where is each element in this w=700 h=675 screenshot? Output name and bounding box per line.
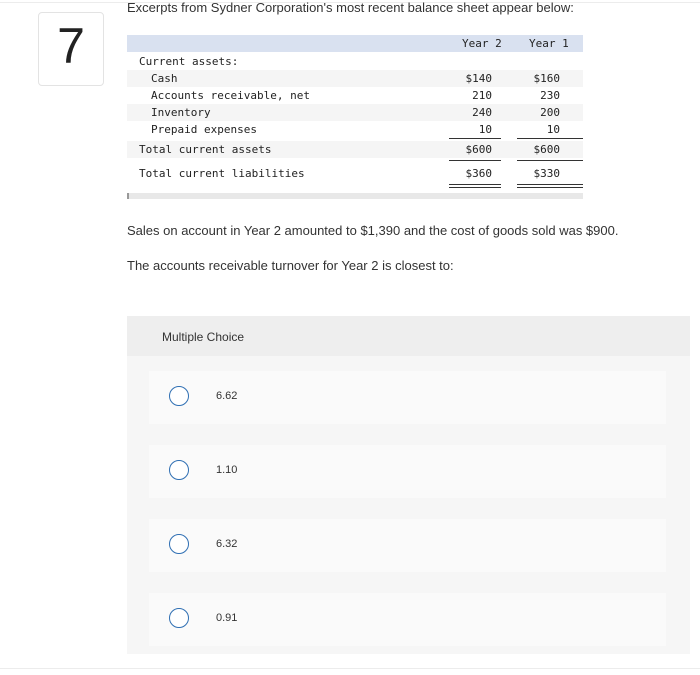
table-row xyxy=(127,104,583,121)
row-label: Inventory xyxy=(151,106,211,119)
answer-option[interactable] xyxy=(149,593,666,646)
sales-text: Sales on account in Year 2 amounted to $1,390 and the cost of goods sold was $900. xyxy=(127,223,619,238)
answer-label: 0.91 xyxy=(216,612,238,624)
row-label: Total current assets xyxy=(139,143,272,156)
radio-button[interactable] xyxy=(169,608,189,628)
value-year2: 10 xyxy=(478,123,492,136)
answer-option[interactable] xyxy=(149,519,666,572)
double-line-year2-a xyxy=(449,184,501,185)
bottom-divider xyxy=(0,668,700,669)
row-label: Prepaid expenses xyxy=(151,123,257,136)
answer-label: 6.62 xyxy=(216,390,238,402)
value-year2: $600 xyxy=(465,143,492,156)
radio-button[interactable] xyxy=(169,534,189,554)
radio-button[interactable] xyxy=(169,386,189,406)
table-row xyxy=(127,87,583,104)
table-header xyxy=(127,35,583,52)
value-year2: 210 xyxy=(472,89,492,102)
multiple-choice-header xyxy=(127,316,690,356)
subtotal-line-year1 xyxy=(517,138,583,139)
value-year1: $330 xyxy=(533,167,560,180)
table-row xyxy=(127,70,583,87)
question-intro: Excerpts from Sydner Corporation's most recent balance sheet appear below: xyxy=(127,0,574,15)
value-year1: $160 xyxy=(533,72,560,85)
multiple-choice-panel xyxy=(127,316,690,654)
value-year2: 240 xyxy=(472,106,492,119)
double-line-year2-b xyxy=(449,187,501,188)
row-label: Accounts receivable, net xyxy=(151,89,310,102)
question-number: 7 xyxy=(57,18,85,74)
value-year1: 230 xyxy=(540,89,560,102)
value-year1: 200 xyxy=(540,106,560,119)
col-header-year1: Year 1 xyxy=(529,37,569,50)
double-line-year1-a xyxy=(517,184,583,185)
question-number-box xyxy=(38,12,104,86)
question-prompt: The accounts receivable turnover for Year 2 is closest to: xyxy=(127,258,454,273)
value-year1: $600 xyxy=(533,143,560,156)
answer-option[interactable] xyxy=(149,371,666,424)
total-liabilities-row xyxy=(127,165,583,182)
answer-label: 1.10 xyxy=(216,464,238,476)
total-line-year2 xyxy=(449,160,501,161)
multiple-choice-title: Multiple Choice xyxy=(162,330,245,344)
section-label: Current assets: xyxy=(139,55,239,68)
table-row xyxy=(127,121,583,138)
answer-label: 6.32 xyxy=(216,538,238,550)
value-year1: 10 xyxy=(546,123,560,136)
row-label: Cash xyxy=(151,72,178,85)
subtotal-line-year2 xyxy=(449,138,501,139)
section-row xyxy=(127,53,583,70)
answer-option[interactable] xyxy=(149,445,666,498)
total-line-year1 xyxy=(517,160,583,161)
value-year2: $360 xyxy=(465,167,492,180)
radio-button[interactable] xyxy=(169,460,189,480)
value-year2: $140 xyxy=(465,72,492,85)
double-line-year1-b xyxy=(517,187,583,188)
total-assets-row xyxy=(127,141,583,158)
row-label: Total current liabilities xyxy=(139,167,305,180)
table-scrollbar[interactable] xyxy=(127,193,583,199)
col-header-year2: Year 2 xyxy=(462,37,502,50)
